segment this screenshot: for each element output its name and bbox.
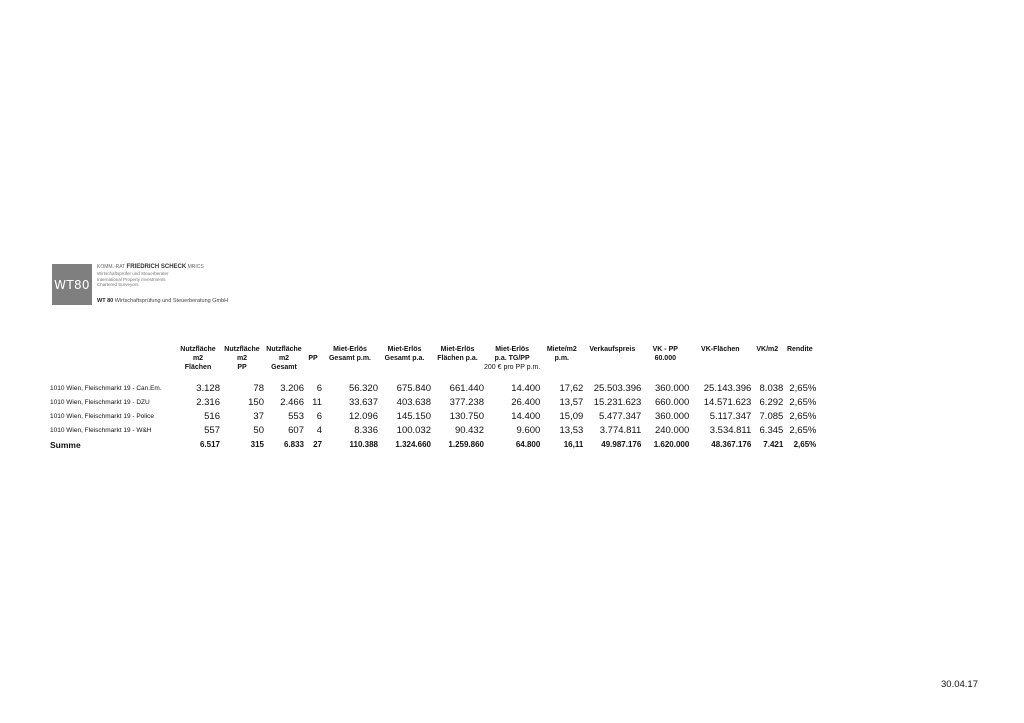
header-row — [50, 345, 816, 372]
table-cell: 130.750 — [449, 411, 484, 422]
column-header-line: Verkaufspreis — [589, 346, 636, 353]
table-cell: 5.477.347 — [599, 411, 642, 422]
column-header — [783, 345, 816, 372]
firm-line-2: International Property Investments — [97, 276, 166, 282]
column-header-line: VK/m2 — [756, 346, 779, 353]
rent-yield-table — [50, 345, 816, 452]
column-header-line: PP — [308, 355, 318, 362]
column-header — [641, 345, 689, 372]
table-cell: 2,65% — [789, 383, 817, 394]
table-cell: 360.000 — [654, 383, 690, 394]
table-cell: 660.000 — [654, 397, 690, 408]
column-header — [322, 345, 378, 372]
table-cell: 377.238 — [449, 397, 484, 408]
table-row — [50, 382, 816, 396]
spacer-row — [50, 372, 816, 382]
table-cell: 4 — [316, 425, 322, 436]
table-cell: 3.128 — [196, 383, 220, 394]
table-cell: 50 — [253, 425, 264, 436]
sum-cell: 2,65% — [793, 440, 817, 449]
sum-cell: 1.324.660 — [395, 440, 431, 449]
table-cell: 403.638 — [396, 397, 431, 408]
table-cell: 90.432 — [454, 425, 484, 436]
table-cell: 15.231.623 — [593, 397, 642, 408]
column-header-line — [583, 363, 641, 372]
column-header — [540, 345, 583, 372]
company-logo — [52, 264, 92, 305]
table-cell: 150 — [248, 397, 264, 408]
table-cell: 3.206 — [280, 383, 304, 394]
column-header — [220, 345, 264, 372]
firm-name-line — [97, 264, 337, 271]
table-cell: 675.840 — [396, 383, 431, 394]
table-cell: 26.400 — [511, 397, 541, 408]
table-cell: 25.503.396 — [593, 383, 642, 394]
column-header-line: Gesamt p.m. — [328, 355, 371, 362]
table-cell: 17,62 — [559, 383, 584, 394]
table-cell: 8.336 — [354, 425, 378, 436]
logo-text: WT80 — [54, 277, 90, 292]
column-header-line: Flächen — [184, 364, 212, 371]
table-cell: 360.000 — [654, 411, 690, 422]
sum-cell: 315 — [250, 440, 264, 449]
table-cell: 2,65% — [789, 411, 817, 422]
table-cell: 7.085 — [759, 411, 784, 422]
sum-cell: 27 — [313, 440, 322, 449]
sum-cell: 1.259.860 — [448, 440, 484, 449]
column-header-line — [751, 363, 783, 372]
column-header-line: Miet-Erlös — [495, 346, 530, 353]
column-header — [378, 345, 431, 372]
sum-cell: 1.620.000 — [653, 440, 690, 449]
document-date: 30.04.17 — [941, 679, 978, 690]
table-cell: 3.534.811 — [709, 425, 752, 436]
table-row — [50, 410, 816, 424]
column-header — [50, 345, 176, 372]
sum-cell: 6.517 — [199, 440, 220, 449]
table-cell: 78 — [253, 383, 264, 394]
column-header-line: m2 — [236, 355, 248, 362]
column-header-line: Rendite — [786, 346, 813, 353]
column-header-line: Nutzfläche — [224, 346, 260, 353]
column-header-line: Gesamt p.a. — [384, 355, 425, 362]
column-header-line: Nutzfläche — [266, 346, 302, 353]
column-header-line — [431, 363, 484, 372]
column-header-line — [783, 354, 816, 363]
column-header-line — [50, 345, 176, 354]
table-cell: 33.637 — [348, 397, 378, 408]
firm-name-prefix: KOMM.-RAT — [97, 264, 126, 270]
table-cell: 14.571.623 — [703, 397, 752, 408]
column-header-line — [378, 363, 431, 372]
column-header-line — [751, 354, 783, 363]
table-cell: 8.038 — [759, 383, 784, 394]
sum-cell: 110.388 — [349, 440, 378, 449]
column-header-line: 60.000 — [654, 355, 676, 362]
table-cell: 661.440 — [449, 383, 484, 394]
firm-sub-bold: WT 80 — [97, 298, 114, 304]
table-cell: 6 — [316, 411, 322, 422]
table-cell: 2,65% — [789, 397, 817, 408]
table-cell: 240.000 — [654, 425, 690, 436]
firm-line-3: Chartered Surveyors — [97, 282, 139, 287]
column-header-line — [540, 363, 583, 372]
column-header-line — [689, 363, 751, 372]
table-cell: 9.600 — [516, 425, 541, 436]
sum-cell: 7.421 — [763, 440, 784, 449]
column-header-line: m2 — [192, 355, 204, 362]
column-header-line — [50, 354, 176, 363]
table-cell: 2,65% — [789, 425, 817, 436]
table-cell: 100.032 — [396, 425, 431, 436]
sum-cell: 48.367.176 — [711, 440, 752, 449]
table-row — [50, 424, 816, 438]
table-cell: 6 — [316, 383, 322, 394]
table-cell: 13,57 — [559, 397, 584, 408]
sum-label: Summe — [50, 440, 81, 450]
table-cell: 145.150 — [396, 411, 431, 422]
column-header — [689, 345, 751, 372]
column-header-line — [689, 354, 751, 363]
column-header-line — [322, 363, 378, 372]
column-header-line: PP — [237, 364, 247, 371]
table-cell: 6.292 — [759, 397, 784, 408]
column-header-line — [304, 345, 322, 354]
column-header — [304, 345, 322, 372]
column-header-line: Miet-Erlös — [387, 346, 422, 353]
column-header — [751, 345, 783, 372]
column-header — [583, 345, 641, 372]
firm-subtitle — [97, 298, 228, 304]
firm-name-suffix: MRICS — [187, 264, 204, 270]
column-header-line: p.m. — [554, 355, 569, 362]
table-cell: 11 — [312, 397, 322, 408]
table-cell: 56.320 — [348, 383, 378, 394]
row-label: 1010 Wien, Fleischmarkt 19 - Can.Em. — [50, 385, 162, 392]
column-header-line — [641, 363, 689, 372]
table-cell: 6.345 — [759, 425, 784, 436]
column-header-line: Miet-Erlös — [333, 346, 367, 353]
sum-row — [50, 438, 816, 452]
column-header-line — [583, 354, 641, 363]
column-header-line: p.a. TG/PP — [494, 355, 530, 362]
table-cell: 14.400 — [511, 411, 541, 422]
table-cell: 13,53 — [559, 425, 584, 436]
table-cell: 557 — [204, 425, 220, 436]
table-cell: 25.143.396 — [703, 383, 752, 394]
column-header-line: VK - PP — [652, 346, 678, 353]
row-label: 1010 Wien, Fleischmarkt 19 - W&H — [50, 427, 152, 434]
column-header-line: Nutzfläche — [180, 346, 216, 353]
table-cell: 37 — [253, 411, 264, 422]
column-header-line: 200 € pro PP p.m. — [484, 364, 541, 371]
column-header — [264, 345, 304, 372]
column-header-line: VK-Flächen — [701, 346, 740, 353]
table-cell: 607 — [288, 425, 304, 436]
column-header-line: Miete/m2 — [546, 346, 577, 353]
row-label: 1010 Wien, Fleischmarkt 19 - DZU — [50, 399, 150, 406]
table-cell: 553 — [288, 411, 304, 422]
column-header-line — [783, 363, 816, 372]
table-cell: 3.774.811 — [599, 425, 642, 436]
firm-name: FRIEDRICH SCHECK — [126, 264, 187, 270]
table-cell: 2.466 — [280, 397, 304, 408]
column-header — [176, 345, 220, 372]
column-header — [431, 345, 484, 372]
sum-cell: 49.987.176 — [601, 440, 642, 449]
firm-letterhead — [97, 264, 337, 288]
table-cell: 15,09 — [559, 411, 584, 422]
column-header-line — [304, 363, 322, 372]
firm-line-1: Wirtschaftsprüfer und Steuerberater — [97, 271, 169, 276]
column-header-line: Miet-Erlös — [440, 346, 475, 353]
table-cell: 12.096 — [348, 411, 378, 422]
table-cell: 516 — [204, 411, 220, 422]
table-cell: 2.316 — [196, 397, 220, 408]
column-header — [484, 345, 540, 372]
table-cell: 14.400 — [511, 383, 541, 394]
table-cell: 5.117.347 — [709, 411, 752, 422]
row-label: 1010 Wien, Fleischmarkt 19 - Police — [50, 413, 155, 420]
column-header-line — [50, 363, 176, 372]
sum-cell: 16,11 — [563, 440, 584, 449]
sum-cell: 64.800 — [515, 440, 541, 449]
column-header-line: Flächen p.a. — [437, 355, 478, 362]
table-row — [50, 396, 816, 410]
sum-cell: 6.833 — [283, 440, 304, 449]
column-header-line: Gesamt — [271, 364, 297, 371]
column-header-line: m2 — [278, 355, 290, 362]
firm-sub-rest: Wirtschaftsprüfung und Steuerberatung GmbH — [114, 298, 229, 304]
